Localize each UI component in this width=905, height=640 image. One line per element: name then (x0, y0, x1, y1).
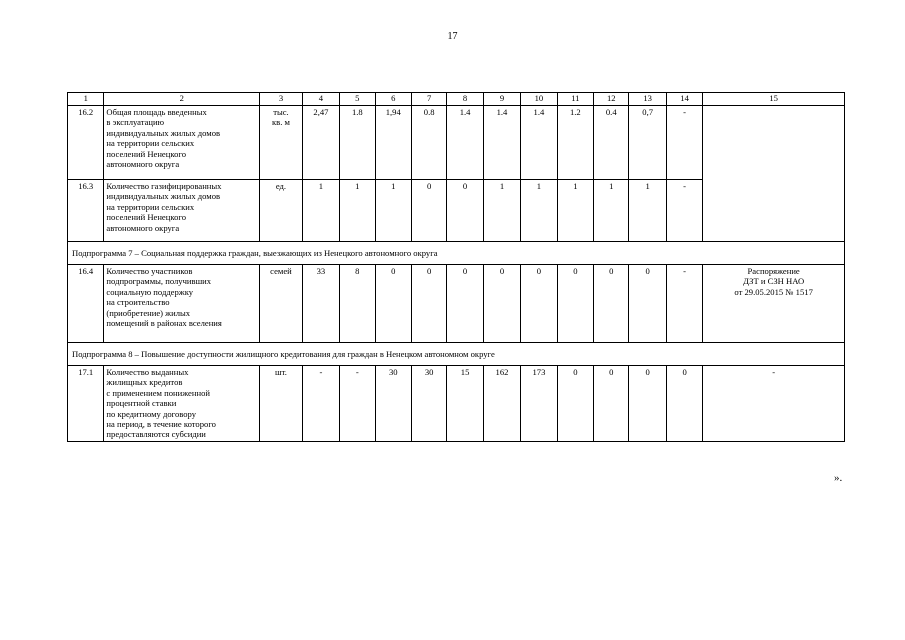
indicators-table (67, 92, 845, 442)
value-cell: 8 (340, 265, 375, 343)
value-cell: 1 (629, 180, 666, 242)
value-cell: 0 (629, 265, 666, 343)
column-number-cell: 8 (447, 93, 483, 106)
closing-quote-mark: ». (834, 472, 843, 484)
column-number-cell: 10 (521, 93, 557, 106)
value-cell: 0 (411, 180, 446, 242)
column-number-cell: 12 (594, 93, 629, 106)
column-number-cell: 15 (703, 93, 845, 106)
column-number-cell: 9 (483, 93, 520, 106)
value-cell: 0.4 (594, 106, 629, 180)
column-number-cell: 4 (302, 93, 339, 106)
value-cell: 0 (594, 366, 629, 442)
value-cell: - (666, 180, 702, 242)
indicator-row (68, 106, 845, 180)
value-cell: 0 (594, 265, 629, 343)
value-cell: 1 (340, 180, 375, 242)
unit-of-measure: ед. (260, 180, 302, 242)
value-cell: 30 (375, 366, 411, 442)
value-cell: - (666, 106, 702, 180)
column-number-cell: 5 (340, 93, 375, 106)
column-number-row (68, 93, 845, 106)
value-cell: 0 (411, 265, 446, 343)
value-cell: 0.8 (411, 106, 446, 180)
subprogram-heading: Подпрограмма 7 – Социальная поддержка граждан, выезжающих из Ненецкого автономного округа (68, 242, 845, 265)
indicator-row (68, 366, 845, 442)
indicator-description: Количество газифицированных индивидуальных жилых домов на территории сельских поселений Ненецкого автономного округа (106, 181, 222, 233)
value-cell: 1.2 (557, 106, 593, 180)
unit-of-measure: семей (260, 265, 302, 343)
value-cell: 0,7 (629, 106, 666, 180)
indicator-description: Количество участников подпрограммы, получивших социальную поддержку на строительство (приобретение) жилых помещений в районах вселения (106, 266, 222, 329)
value-cell: 33 (302, 265, 339, 343)
value-cell: 1 (521, 180, 557, 242)
indicator-description: Количество выданных жилищных кредитов с применением пониженной процентной ставки по кредитному договору на период, в течение которого предоставляются субсидии (106, 367, 216, 440)
unit-of-measure: тыс. кв. м (260, 106, 302, 180)
value-cell: 0 (629, 366, 666, 442)
value-cell: 1.4 (483, 106, 520, 180)
value-cell: 1.4 (447, 106, 483, 180)
value-cell: 0 (447, 265, 483, 343)
column-number-cell: 13 (629, 93, 666, 106)
indicator-description-cell (104, 366, 260, 442)
value-cell: 0 (557, 265, 593, 343)
indicator-row (68, 265, 845, 343)
column-number-cell: 2 (104, 93, 260, 106)
subprogram-heading: Подпрограмма 8 – Повышение доступности жилищного кредитования для граждан в Ненецком автономном округе (68, 343, 845, 366)
value-cell: 0 (521, 265, 557, 343)
row-number: 16.2 (68, 106, 104, 180)
source-document-cell (703, 106, 845, 242)
row-number: 16.3 (68, 180, 104, 242)
row-number: 17.1 (68, 366, 104, 442)
subprogram-heading-row (68, 242, 845, 265)
value-cell: 1 (302, 180, 339, 242)
value-cell: 1 (375, 180, 411, 242)
value-cell: 1,94 (375, 106, 411, 180)
page-number: 17 (447, 31, 458, 42)
indicator-description-cell (104, 265, 260, 343)
value-cell: 1.4 (521, 106, 557, 180)
value-cell: 1 (483, 180, 520, 242)
value-cell: 0 (557, 366, 593, 442)
value-cell: 1.8 (340, 106, 375, 180)
column-number-cell: 6 (375, 93, 411, 106)
indicator-description-cell (104, 180, 260, 242)
indicator-description-cell (104, 106, 260, 180)
source-document-cell: - (703, 366, 845, 442)
indicator-description: Общая площадь введенных в эксплуатацию индивидуальных жилых домов на территории сельских поселений Ненецкого автономного округа (106, 107, 221, 170)
column-number-cell: 1 (68, 93, 104, 106)
value-cell: 0 (483, 265, 520, 343)
value-cell: - (302, 366, 339, 442)
value-cell: 0 (447, 180, 483, 242)
column-number-cell: 14 (666, 93, 702, 106)
source-document-cell: Распоряжение ДЗТ и СЗН НАО от 29.05.2015 № 1517 (703, 265, 845, 343)
row-number: 16.4 (68, 265, 104, 343)
value-cell: 30 (411, 366, 446, 442)
value-cell: 1 (557, 180, 593, 242)
column-number-cell: 11 (557, 93, 593, 106)
value-cell: - (666, 265, 702, 343)
column-number-cell: 3 (260, 93, 302, 106)
value-cell: 173 (521, 366, 557, 442)
value-cell: 0 (375, 265, 411, 343)
value-cell: 162 (483, 366, 520, 442)
value-cell: 15 (447, 366, 483, 442)
value-cell: - (340, 366, 375, 442)
column-number-cell: 7 (411, 93, 446, 106)
subprogram-heading-row (68, 343, 845, 366)
value-cell: 0 (666, 366, 702, 442)
unit-of-measure: шт. (260, 366, 302, 442)
value-cell: 2,47 (302, 106, 339, 180)
value-cell: 1 (594, 180, 629, 242)
